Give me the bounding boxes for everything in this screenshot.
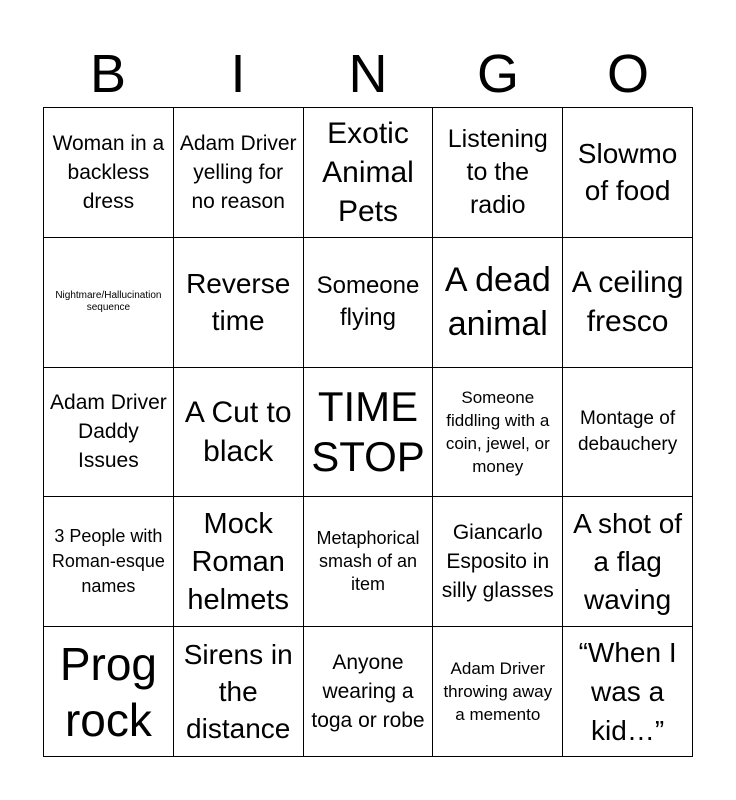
cell-text: Metaphorical smash of an item bbox=[316, 528, 420, 595]
header-letter-b: B bbox=[89, 44, 127, 104]
bingo-cell[interactable] bbox=[44, 627, 174, 757]
bingo-cell[interactable] bbox=[44, 368, 174, 498]
bingo-cell[interactable] bbox=[563, 627, 693, 757]
bingo-cell[interactable] bbox=[174, 108, 304, 238]
cell-text: Someone flying bbox=[316, 272, 420, 332]
cell-text: A ceiling fresco bbox=[571, 266, 684, 339]
cell-text: Listening to the radio bbox=[447, 124, 548, 219]
bingo-cell[interactable] bbox=[433, 627, 563, 757]
bingo-cell[interactable] bbox=[304, 368, 434, 498]
cell-text: Nightmare/Hallucination sequence bbox=[55, 290, 162, 314]
cell-text: Woman in a backless dress bbox=[52, 131, 165, 213]
cell-text: Slowmo of food bbox=[577, 138, 678, 207]
bingo-cell[interactable] bbox=[174, 238, 304, 368]
bingo-cell[interactable] bbox=[433, 108, 563, 238]
bingo-cell[interactable] bbox=[563, 368, 693, 498]
header-letter-i: I bbox=[230, 44, 246, 104]
cell-text: Someone fiddling with a coin, jewel, or money bbox=[445, 387, 550, 476]
header-letter-n: N bbox=[348, 44, 388, 104]
cell-text: Reverse time bbox=[186, 268, 291, 337]
bingo-cell[interactable] bbox=[304, 627, 434, 757]
cell-text: Mock Roman helmets bbox=[187, 507, 289, 616]
cell-text: Adam Driver Daddy Issues bbox=[50, 391, 167, 473]
cell-text: Giancarlo Esposito in silly glasses bbox=[441, 521, 554, 603]
bingo-cell[interactable] bbox=[304, 108, 434, 238]
bingo-header bbox=[43, 40, 693, 108]
bingo-cell[interactable] bbox=[174, 627, 304, 757]
bingo-cell[interactable] bbox=[44, 497, 174, 627]
bingo-cell[interactable] bbox=[174, 497, 304, 627]
cell-text: “When I was a kid…” bbox=[578, 637, 677, 747]
bingo-cell[interactable] bbox=[44, 108, 174, 238]
cell-text: Adam Driver throwing away a memento bbox=[443, 659, 553, 725]
cell-text: Adam Driver yelling for no reason bbox=[179, 131, 297, 213]
cell-text: Prog rock bbox=[59, 637, 157, 746]
cell-text: Sirens in the distance bbox=[183, 639, 293, 745]
bingo-cell[interactable] bbox=[433, 368, 563, 498]
bingo-cell[interactable] bbox=[304, 238, 434, 368]
cell-text: Montage of debauchery bbox=[577, 407, 678, 455]
bingo-cell[interactable] bbox=[174, 368, 304, 498]
cell-text: Exotic Animal Pets bbox=[322, 116, 414, 228]
cell-text: A shot of a flag waving bbox=[573, 507, 683, 615]
bingo-cell[interactable] bbox=[304, 497, 434, 627]
bingo-cell[interactable] bbox=[563, 238, 693, 368]
bingo-cell[interactable] bbox=[433, 238, 563, 368]
bingo-cell[interactable] bbox=[433, 497, 563, 627]
bingo-cell[interactable] bbox=[563, 108, 693, 238]
cell-text: A Cut to black bbox=[184, 395, 292, 468]
bingo-cell[interactable] bbox=[44, 238, 174, 368]
cell-text: 3 People with Roman-esque names bbox=[51, 526, 165, 597]
bingo-cell[interactable] bbox=[563, 497, 693, 627]
header-letter-o: O bbox=[606, 44, 649, 104]
cell-text: Anyone wearing a toga or robe bbox=[311, 651, 425, 733]
header-letter-g: G bbox=[476, 44, 519, 104]
cell-text: TIME STOP bbox=[311, 382, 425, 480]
cell-text: A dead animal bbox=[444, 261, 551, 344]
bingo-grid bbox=[43, 107, 693, 757]
